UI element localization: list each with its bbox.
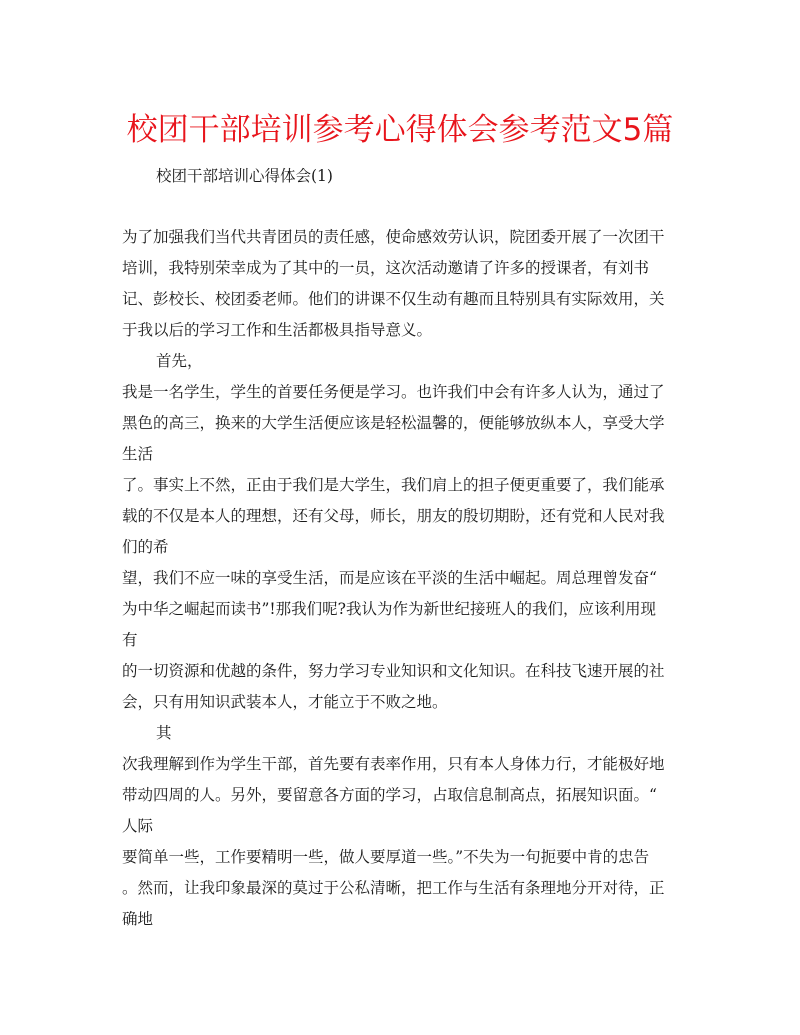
paragraph-line: 培训，我特别荣幸成为了其中的一员，这次活动邀请了许多的授课者，有刘书 (122, 259, 650, 277)
body-text (122, 222, 682, 935)
paragraph-line: 为了加强我们当代共青团员的责任感，使命感效劳认识，院团委开展了一次团干 (122, 228, 665, 246)
paragraph-line: 为中华之崛起而读书”!那我们呢?我认为作为新世纪接班人的我们，应该利用现 (122, 600, 656, 618)
paragraph-line: 们的希 (122, 538, 169, 556)
paragraph-line: 生活 (122, 445, 154, 463)
paragraph-line: 其 (156, 724, 172, 742)
paragraph-line: 带动四周的人。另外，要留意各方面的学习，占取信息制高点，拓展知识面。“ (122, 786, 657, 804)
paragraph-line: 了。事实上不然，正由于我们是大学生，我们肩上的担子便更重要了，我们能承 (122, 476, 665, 494)
paragraph-line: 载的不仅是本人的理想，还有父母，师长，朋友的殷切期盼，还有党和人民对我 (122, 507, 665, 525)
paragraph-line: 次我理解到作为学生干部，首先要有表率作用，只有本人身体力行，才能极好地 (122, 755, 665, 773)
page-title: 校团干部培训参考心得体会参考范文5篇 (126, 112, 674, 148)
paragraph-line: 有 (122, 631, 138, 649)
paragraph-line: 黑色的高三，换来的大学生活便应该是轻松温馨的，便能够放纵本人，享受大学 (122, 414, 665, 432)
paragraph-line: 我是一名学生，学生的首要任务便是学习。也许我们中会有许多人认为，通过了 (122, 383, 665, 401)
section-subtitle: 校团干部培训心得体会(1) (156, 167, 333, 185)
paragraph-line: 人际 (122, 817, 154, 835)
paragraph-line: 于我以后的学习工作和生活都极具指导意义。 (122, 321, 433, 339)
paragraph-line: 的一切资源和优越的条件，努力学习专业知识和文化知识。在科技飞速开展的社 (122, 662, 665, 680)
paragraph-line: 望，我们不应一味的享受生活，而是应该在平淡的生活中崛起。周总理曾发奋“ (122, 569, 657, 587)
paragraph-line: 。然而，让我印象最深的莫过于公私清晰，把工作与生活有条理地分开对待，正 (122, 879, 665, 897)
paragraph-line: 要简单一些，工作要精明一些，做人要厚道一些。”不失为一句扼要中肯的忠告 (122, 848, 650, 866)
paragraph-line: 确地 (122, 910, 154, 928)
paragraph-line: 会，只有用知识武装本人，才能立于不败之地。 (122, 693, 448, 711)
paragraph-line: 首先， (156, 352, 203, 370)
paragraph-line: 记、彭校长、校团委老师。他们的讲课不仅生动有趣而且特别具有实际效用，关 (122, 290, 665, 308)
